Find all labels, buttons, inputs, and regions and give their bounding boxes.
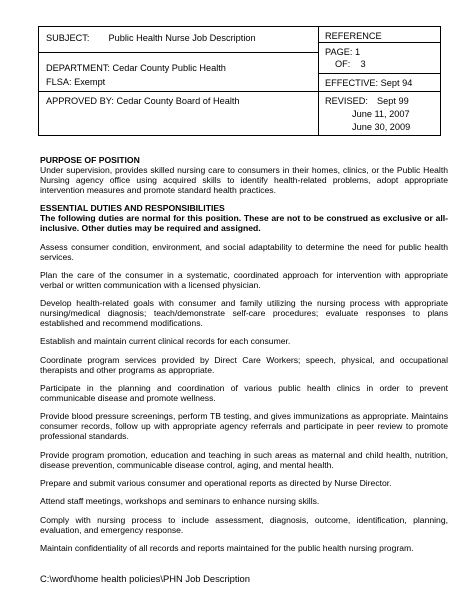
reference-label: REFERENCE [325,31,382,41]
duty-item: Prepare and submit various consumer and operational reports as directed by Nurse Director. [40,477,392,488]
header-divider [318,27,319,135]
subject-cell [46,33,256,44]
revised-date: Sept 99 [377,96,409,106]
duty-item: Coordinate program services provided by Direct Care Workers; speech, physical, and occupational therapists and other programs as appropriate. [40,354,448,375]
header-rule [318,91,440,92]
purpose-text: Under supervision, provides skilled nursing care to consumers in their homes, clinics, or the Public Health Nursing agency office using acquired skills to identify health-related problems, adopt appropriate intervention measures and promote standard health practices. [40,165,448,195]
header-rule [39,52,318,53]
duty-item: Attend staff meetings, workshops and seminars to enhance nursing skills. [40,496,320,507]
page-number: 1 [354,47,361,57]
purpose-heading: PURPOSE OF POSITION [40,155,140,165]
header-table [38,26,441,136]
duty-item: Plan the care of the consumer in a systematic, coordinated approach for intervention with appropriate verbal or written communication with a licensed physician. [40,269,448,290]
revised-label: REVISED: [325,96,368,106]
page-label: PAGE: [325,47,353,57]
of-label: OF: [335,59,351,69]
header-rule [318,73,440,74]
duty-item: Comply with nursing process to include assessment, diagnosis, outcome, identification, planning, evaluation, and emergency response. [40,514,448,535]
department: DEPARTMENT: Cedar County Public Health [46,63,226,73]
duty-item: Provide program promotion, education and teaching in such areas as maternal and child health, nutrition, disease prevention, communicable disease control, aging, and mental health. [40,449,448,470]
document-body [40,155,448,553]
header-rule [318,42,440,43]
duty-item: Establish and maintain current clinical records for each consumer. [40,336,291,347]
duties-heading: ESSENTIAL DUTIES AND RESPONSIBILITIES [40,203,225,214]
flsa: FLSA: Exempt [46,77,106,87]
of-cell [335,59,366,70]
of-number: 3 [360,59,366,69]
approved-by: APPROVED BY: Cedar County Board of Health [46,96,240,106]
revised-date: June 30, 2009 [352,122,411,132]
duty-item: Provide blood pressure screenings, perform TB testing, and gives immunizations as appropriate. Maintains consumer records, follow up with appropriate agency referrals and participate in peer review to promote professional standards. [40,411,448,442]
file-path: C:\word\home health policies\PHN Job Description [40,573,250,584]
header-rule [39,91,318,92]
page-cell [325,47,360,58]
revised-date: June 11, 2007 [352,109,410,119]
revised-cell [325,96,409,107]
subject-value: Public Health Nurse Job Description [108,33,256,43]
subject-label: SUBJECT: [46,33,90,43]
duty-item: Develop health-related goals with consumer and family utilizing the nursing process with appropriate nursing/medical diagnosis; teach/demonstrate self-care procedures; evaluate responses to plans established and recommend modifications. [40,298,448,329]
duty-item: Participate in the planning and coordination of various public health clinics in order to prevent communicable disease and promote wellness. [40,383,448,404]
duty-item: Maintain confidentiality of all records and reports maintained for the public health nursing program. [40,542,414,553]
duties-note: The following duties are normal for this position. These are not to be construed as exclusive or all-inclusive. Other duties may be required and assigned. [40,213,448,234]
effective: EFFECTIVE: Sept 94 [325,78,413,88]
duty-item: Assess consumer condition, environment, and social adaptability to determine the need for public health services. [40,241,448,262]
